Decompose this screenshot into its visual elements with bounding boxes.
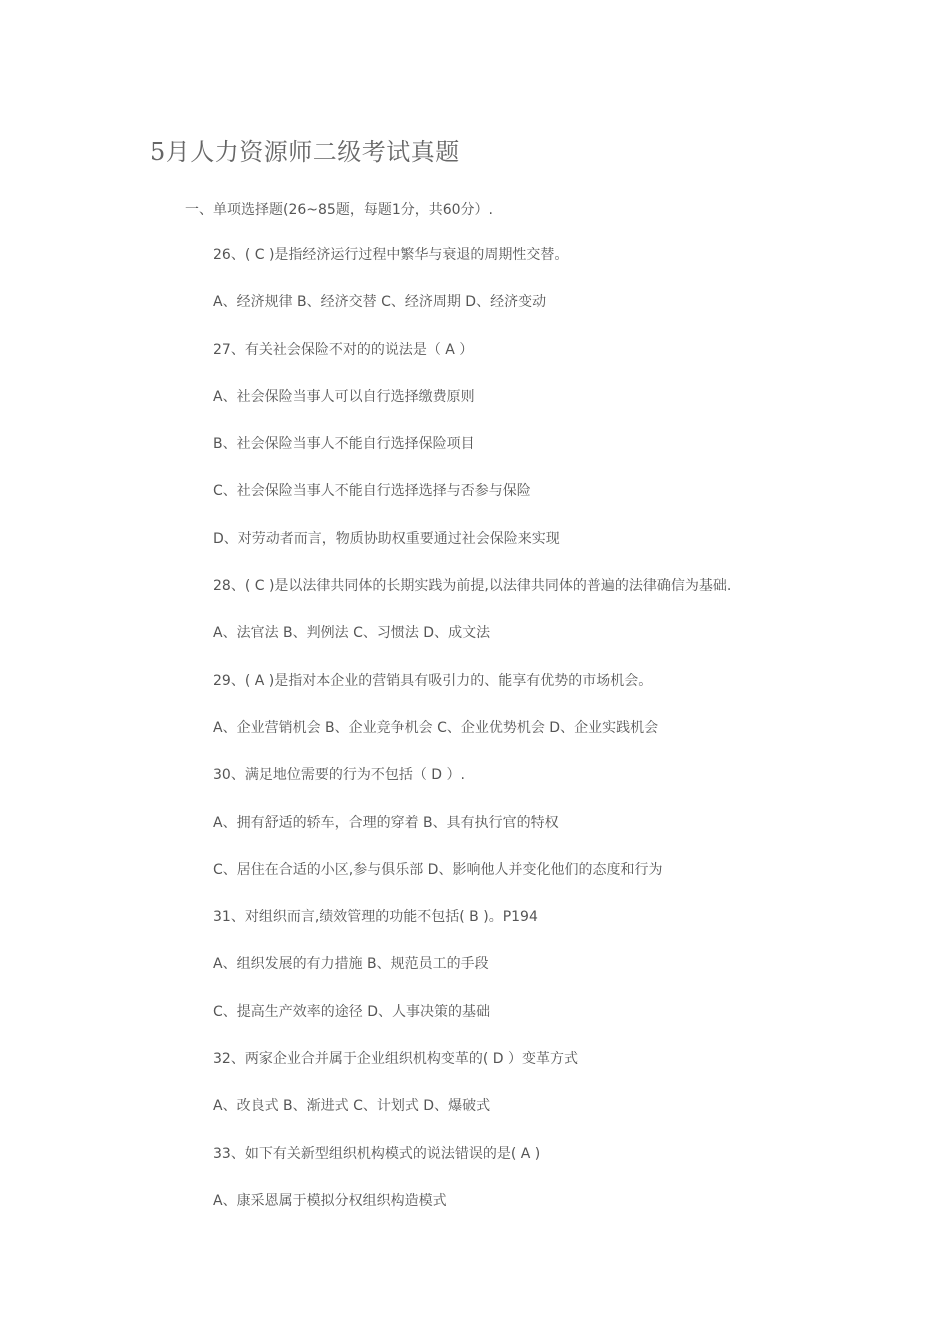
option-line: C、社会保险当事人不能自行选择选择与否参与保险 xyxy=(213,483,531,500)
option-line: C、提高生产效率的途径 D、人事决策的基础 xyxy=(213,1003,491,1020)
option-line: C、居住在合适的小区,参与俱乐部 D、影响他人并变化他们的态度和行为 xyxy=(213,861,663,878)
question-line: 29、( A )是指对本企业的营销具有吸引力的、能享有优势的市场机会。 xyxy=(213,672,653,689)
question-line: 31、对组织而言,绩效管理的功能不包括( B )。P194 xyxy=(213,909,538,926)
option-line: A、企业营销机会 B、企业竞争机会 C、企业优势机会 D、企业实践机会 xyxy=(213,719,659,736)
question-line: 33、如下有关新型组织机构模式的说法错误的是( A ) xyxy=(213,1145,541,1162)
option-line: A、社会保险当事人可以自行选择缴费原则 xyxy=(213,388,475,405)
option-line: B、社会保险当事人不能自行选择保险项目 xyxy=(213,436,475,453)
option-line: D、对劳动者而言，物质协助权重要通过社会保险来实现 xyxy=(213,530,560,547)
section-heading: 一、单项选择题(26~85题，每题1分，共60分）. xyxy=(185,202,493,218)
option-line: A、改良式 B、渐进式 C、计划式 D、爆破式 xyxy=(213,1098,491,1115)
document-title: 5月人力资源师二级考试真题 xyxy=(150,138,460,166)
question-line: 27、有关社会保险不对的的说法是（ A ） xyxy=(213,341,474,358)
option-line: A、拥有舒适的轿车，合理的穿着 B、具有执行官的特权 xyxy=(213,814,559,831)
option-line: A、康采恩属于模拟分权组织构造模式 xyxy=(213,1192,447,1209)
question-line: 28、( C )是以法律共同体的长期实践为前提,以法律共同体的普遍的法律确信为基础. xyxy=(213,578,732,595)
question-line: 32、两家企业合并属于企业组织机构变革的( D ）变革方式 xyxy=(213,1051,578,1068)
question-line: 26、( C )是指经济运行过程中繁华与衰退的周期性交替。 xyxy=(213,247,569,263)
question-line: 30、满足地位需要的行为不包括（ D ）. xyxy=(213,767,465,784)
question-list xyxy=(213,244,731,1237)
option-line: A、经济规律 B、经济交替 C、经济周期 D、经济变动 xyxy=(213,294,547,311)
option-line: A、法官法 B、判例法 C、习惯法 D、成文法 xyxy=(213,625,491,642)
option-line: A、组织发展的有力措施 B、规范员工的手段 xyxy=(213,956,489,973)
